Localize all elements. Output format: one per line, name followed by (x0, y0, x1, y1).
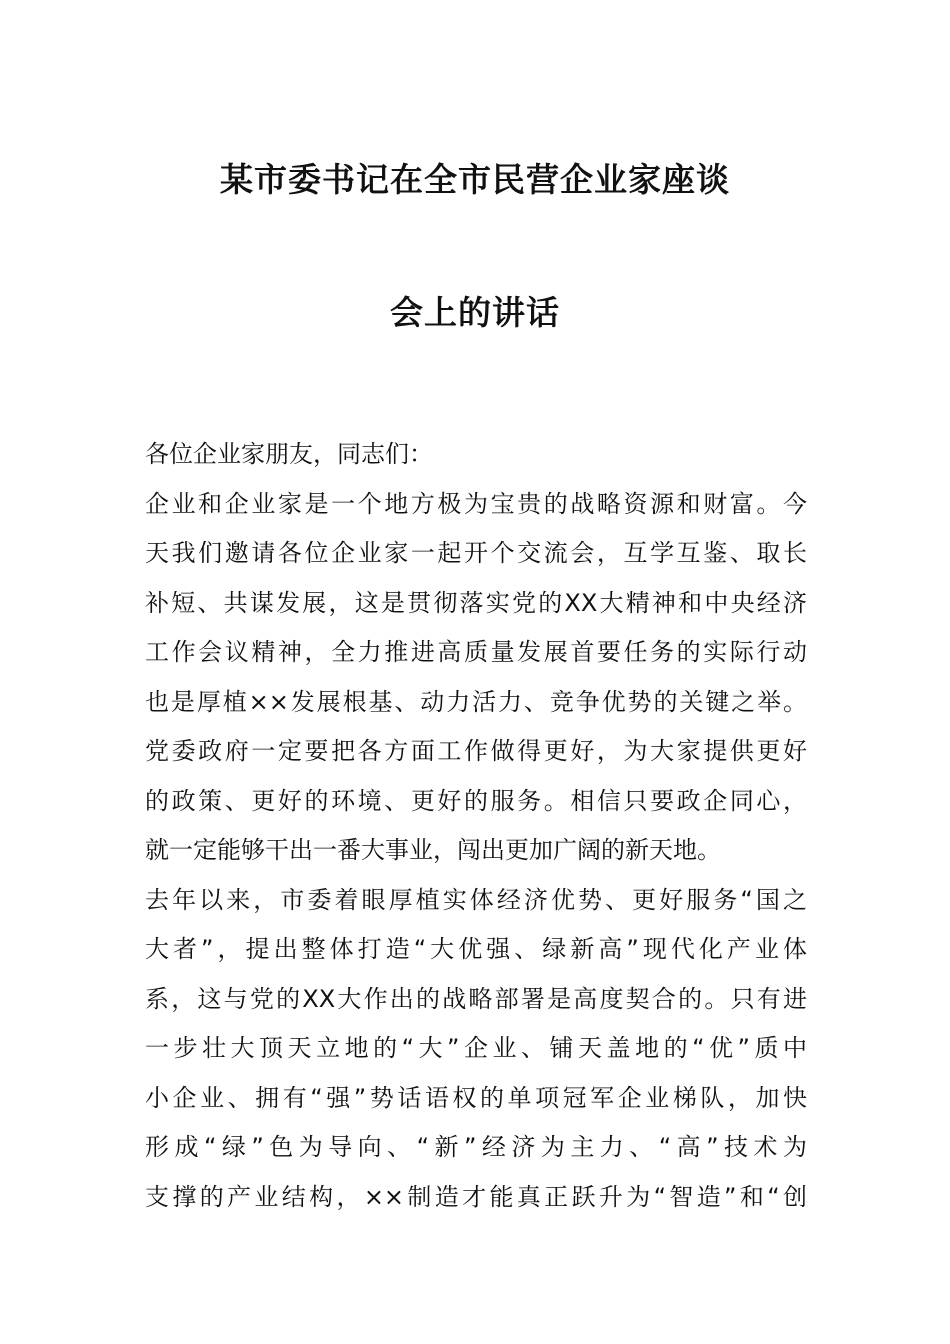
paragraph-line: 党委政府一定要把各方面工作做得更好，为大家提供更好 (145, 737, 807, 765)
paragraph-line: 小企业、拥有“强”势话语权的单项冠军企业梯队，加快 (145, 1083, 807, 1112)
document-title-line-2: 会上的讲话 (390, 293, 560, 332)
paragraph-line: 就一定能够干出一番大事业，闯出更加广阔的新天地。 (145, 836, 721, 864)
paragraph-line: 去年以来，市委着眼厚植实体经济优势、更好服务“国之 (145, 885, 807, 914)
paragraph-line: 形成“绿”色为导向、“新”经济为主力、“高”技术为 (145, 1133, 807, 1161)
paragraph-line: 系，这与党的XX大作出的战略部署是高度契合的。只有进 (145, 984, 807, 1013)
paragraph-line: 支撑的产业结构，××制造才能真正跃升为“智造”和“创 (145, 1182, 807, 1211)
paragraph-line: 工作会议精神，全力推进高质量发展首要任务的实际行动 (145, 638, 807, 666)
paragraph-line: 也是厚植××发展根基、动力活力、竞争优势的关键之举。 (145, 687, 807, 716)
paragraph-line: 天我们邀请各位企业家一起开个交流会，互学互鉴、取长 (145, 539, 807, 567)
document-title-line-1: 某市委书记在全市民营企业家座谈 (220, 160, 730, 199)
paragraph-line: 一步壮大顶天立地的“大”企业、铺天盖地的“优”质中 (145, 1034, 807, 1062)
salutation-line: 各位企业家朋友，同志们： (145, 440, 433, 468)
paragraph-line: 的政策、更好的环境、更好的服务。相信只要政企同心， (145, 786, 807, 815)
document-body (145, 430, 807, 1222)
paragraph-line: 补短、共谋发展，这是贯彻落实党的XX大精神和中央经济 (145, 588, 807, 617)
paragraph-line: 企业和企业家是一个地方极为宝贵的战略资源和财富。今 (145, 489, 807, 518)
paragraph-line: 大者”，提出整体打造“大优强、绿新高”现代化产业体 (145, 935, 807, 963)
